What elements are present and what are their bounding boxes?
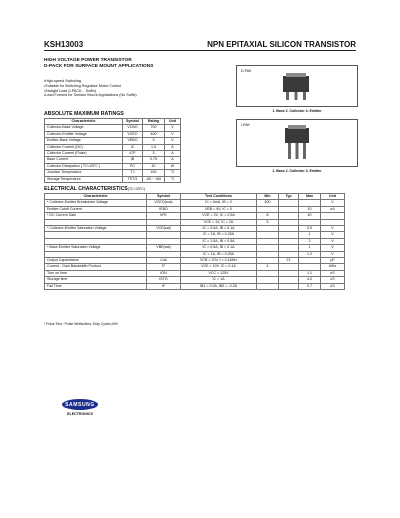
pulse-test-note: * Pulse Test : Pulse Width≤5ms, Duty Cycle≤10% <box>44 322 118 326</box>
table-cell: Junction Temperature <box>45 170 123 176</box>
table-cell: IC = 1A <box>181 277 257 283</box>
table-cell: 1 <box>299 232 321 238</box>
table-cell <box>257 283 279 289</box>
package-label: D-PAK <box>241 69 252 73</box>
table-cell: A <box>165 157 181 163</box>
samsung-logo <box>62 399 98 410</box>
table-cell: VEBO <box>123 138 143 144</box>
table-cell: 4.0 <box>299 277 321 283</box>
package-ipak-box <box>236 119 358 173</box>
table-cell: 1 <box>299 245 321 251</box>
table-cell: Storage Temperature <box>45 176 123 182</box>
table-cell: * DC Current Gain <box>45 213 147 219</box>
table-cell: 400 <box>257 200 279 206</box>
table-row <box>45 283 345 289</box>
package-dpak-box <box>236 65 358 113</box>
header-divider <box>44 50 356 51</box>
table-cell: V <box>321 245 345 251</box>
table-cell: 700 <box>143 125 165 131</box>
table-cell <box>279 283 299 289</box>
table-cell: Emitter-Base Voltage <box>45 138 123 144</box>
table-cell: 0.5 <box>299 226 321 232</box>
table-cell: VCE = 2V, IC = 0.5A <box>181 213 257 219</box>
table-cell: VBE(sat) <box>147 245 181 251</box>
table-cell: -65 ~ 150 <box>143 176 165 182</box>
table-cell: 5 <box>257 219 279 225</box>
table-cell: IC = 1A, IB = 0.25A <box>181 251 257 257</box>
column-header: Test Conditions <box>181 194 257 200</box>
feature-item: • Straight Lead (I-PACK, - Suffix) <box>44 89 137 94</box>
table-cell: V <box>321 232 345 238</box>
table-cell: A <box>165 144 181 150</box>
table-cell: PC <box>123 163 143 169</box>
table-cell: 1.5 <box>143 144 165 150</box>
table-cell: VCE(sat) <box>147 226 181 232</box>
table-cell: Current - Gain Bandwidth Product <box>45 264 147 270</box>
column-header: Characteristic <box>45 194 147 200</box>
table-cell: uS <box>321 283 345 289</box>
table-cell: 10 <box>299 206 321 212</box>
table-cell: fT <box>147 264 181 270</box>
table-cell: IC = 0.5A, IB = 0.1A <box>181 245 257 251</box>
table-cell: VCEO <box>123 131 143 137</box>
subtitle-line-2: D-PACK FOR SURFACE MOUNT APPLICATIONS <box>44 64 154 69</box>
table-cell: IC = 1.5A, IB = 0.5A <box>181 238 257 244</box>
ipak-package-icon <box>237 120 357 166</box>
table-cell: IC <box>123 144 143 150</box>
package-pin-caption: 1. Base 2. Collector 3. Emitter <box>272 109 322 113</box>
electrical-title: ELECTRICAL CHARACTERISTICS <box>44 186 128 192</box>
table-cell: W <box>165 163 181 169</box>
subtitle <box>44 58 153 70</box>
table-cell: V <box>165 138 181 144</box>
table-cell: V <box>321 251 345 257</box>
table-cell: V <box>321 238 345 244</box>
electrical-table <box>44 193 345 290</box>
table-cell: IC = 0.5A, IB = 0.1A <box>181 226 257 232</box>
feature-item: • Lead Formed for Surface Mount Applications (No Suffix) <box>44 93 137 98</box>
table-cell: IC = 5mA, IB = 0 <box>181 200 257 206</box>
table-cell: Storage time <box>45 277 147 283</box>
table-cell: V <box>165 131 181 137</box>
table-cell: VCEO(sus) <box>147 200 181 206</box>
table-cell: 8 <box>257 213 279 219</box>
document-title: NPN EPITAXIAL SILICON TRANSISTOR <box>207 40 356 49</box>
table-cell: VCE = 1V, IC = 2A <box>181 219 257 225</box>
table-cell: uS <box>321 270 345 276</box>
electrical-condition: (TC=25°C) <box>127 187 146 191</box>
table-cell: 3 <box>299 238 321 244</box>
column-header: Symbol <box>123 119 143 125</box>
package-pin-caption: 1. Base 2. Collector 3. Emitter <box>272 169 322 173</box>
samsung-logo-text: SAMSUNG <box>65 401 95 408</box>
table-cell: IC = 1A, IB = 0.25A <box>181 232 257 238</box>
column-header: Max <box>299 194 321 200</box>
electrical-heading <box>44 186 145 192</box>
table-cell: V <box>321 200 345 206</box>
table-cell: 1.2 <box>299 251 321 257</box>
feature-item: • Suitable for Switching Regulator Motor Control <box>44 84 137 89</box>
column-header: Min <box>257 194 279 200</box>
table-cell: Collector Dissipation ( TC=25°C ) <box>45 163 123 169</box>
table-cell: IB1 = 0.2A, IB2 = -0.2A <box>181 283 257 289</box>
table-cell: tSTG <box>147 277 181 283</box>
table-cell: 4 <box>257 264 279 270</box>
abs-max-table <box>44 118 181 183</box>
table-row <box>45 176 181 182</box>
table-cell: 0.7 <box>299 283 321 289</box>
table-cell: IB <box>123 157 143 163</box>
table-cell: TJ <box>123 170 143 176</box>
column-header: Unit <box>165 119 181 125</box>
table-cell: 40 <box>299 213 321 219</box>
table-cell: VCC = 125V <box>181 270 257 276</box>
feature-list <box>44 79 137 98</box>
table-cell: V <box>321 226 345 232</box>
package-label: I-PAK <box>241 123 250 127</box>
column-header: Unit <box>321 194 345 200</box>
table-cell: V <box>165 125 181 131</box>
table-cell: 400 <box>143 131 165 137</box>
table-cell: 150 <box>143 170 165 176</box>
abs-max-heading: ABSOLUTE MAXIMUM RATINGS <box>44 111 124 117</box>
part-number: KSH13003 <box>44 40 84 49</box>
table-cell: Base Current <box>45 157 123 163</box>
table-cell: VCE = 10V, IC = 0.1A <box>181 264 257 270</box>
table-cell: A <box>165 151 181 157</box>
table-cell: ICP <box>123 151 143 157</box>
table-cell: * Collector-Emitter Saturation Voltage <box>45 226 147 232</box>
table-cell: Collector Current (Pulse) <box>45 151 123 157</box>
table-cell: TSTG <box>123 176 143 182</box>
electronics-label: ELECTRONICS <box>67 412 93 416</box>
table-cell: 3 <box>143 151 165 157</box>
table-cell: uA <box>321 206 345 212</box>
table-cell: MHz <box>321 264 345 270</box>
table-cell: 40 <box>143 163 165 169</box>
column-header: Rating <box>143 119 165 125</box>
table-cell: 9 <box>143 138 165 144</box>
table-cell: Collector-Emitter Voltage <box>45 131 123 137</box>
table-cell: Collector-Base Voltage <box>45 125 123 131</box>
table-cell: Output Capacitance <box>45 258 147 264</box>
table-cell: IEBO <box>147 206 181 212</box>
table-cell: Cob <box>147 258 181 264</box>
table-cell: * Collector-Emitter Breakdown Voltage <box>45 200 147 206</box>
table-cell: VEB = 9V, IC = 0 <box>181 206 257 212</box>
table-cell: Collector Current (DC) <box>45 144 123 150</box>
electrical-table-wrap <box>44 193 345 290</box>
table-cell: uS <box>321 277 345 283</box>
table-cell: Turn on time <box>45 270 147 276</box>
table-cell: 21 <box>279 258 299 264</box>
table-cell: tON <box>147 270 181 276</box>
feature-item: • High-speed Switching <box>44 79 137 84</box>
dpak-package-icon <box>237 66 357 106</box>
table-cell: VCB = 10V, f = 0.1MHz <box>181 258 257 264</box>
table-cell: * Base-Emitter Saturation Voltage <box>45 245 147 251</box>
table-cell: °C <box>165 170 181 176</box>
table-cell: Fall Time <box>45 283 147 289</box>
column-header: Symbol <box>147 194 181 200</box>
table-cell: hFE <box>147 213 181 219</box>
table-cell: pF <box>321 258 345 264</box>
table-cell: Emitter Cutoff Current <box>45 206 147 212</box>
table-cell: 0.75 <box>143 157 165 163</box>
table-cell: 1.1 <box>299 270 321 276</box>
subtitle-line-1: HIGH VOLTAGE POWER TRANSISTOR <box>44 58 132 63</box>
table-cell: °C <box>165 176 181 182</box>
abs-max-table-wrap <box>44 118 181 183</box>
table-cell: VCBO <box>123 125 143 131</box>
column-header: Characteristic <box>45 119 123 125</box>
table-cell: tF <box>147 283 181 289</box>
column-header: Typ <box>279 194 299 200</box>
